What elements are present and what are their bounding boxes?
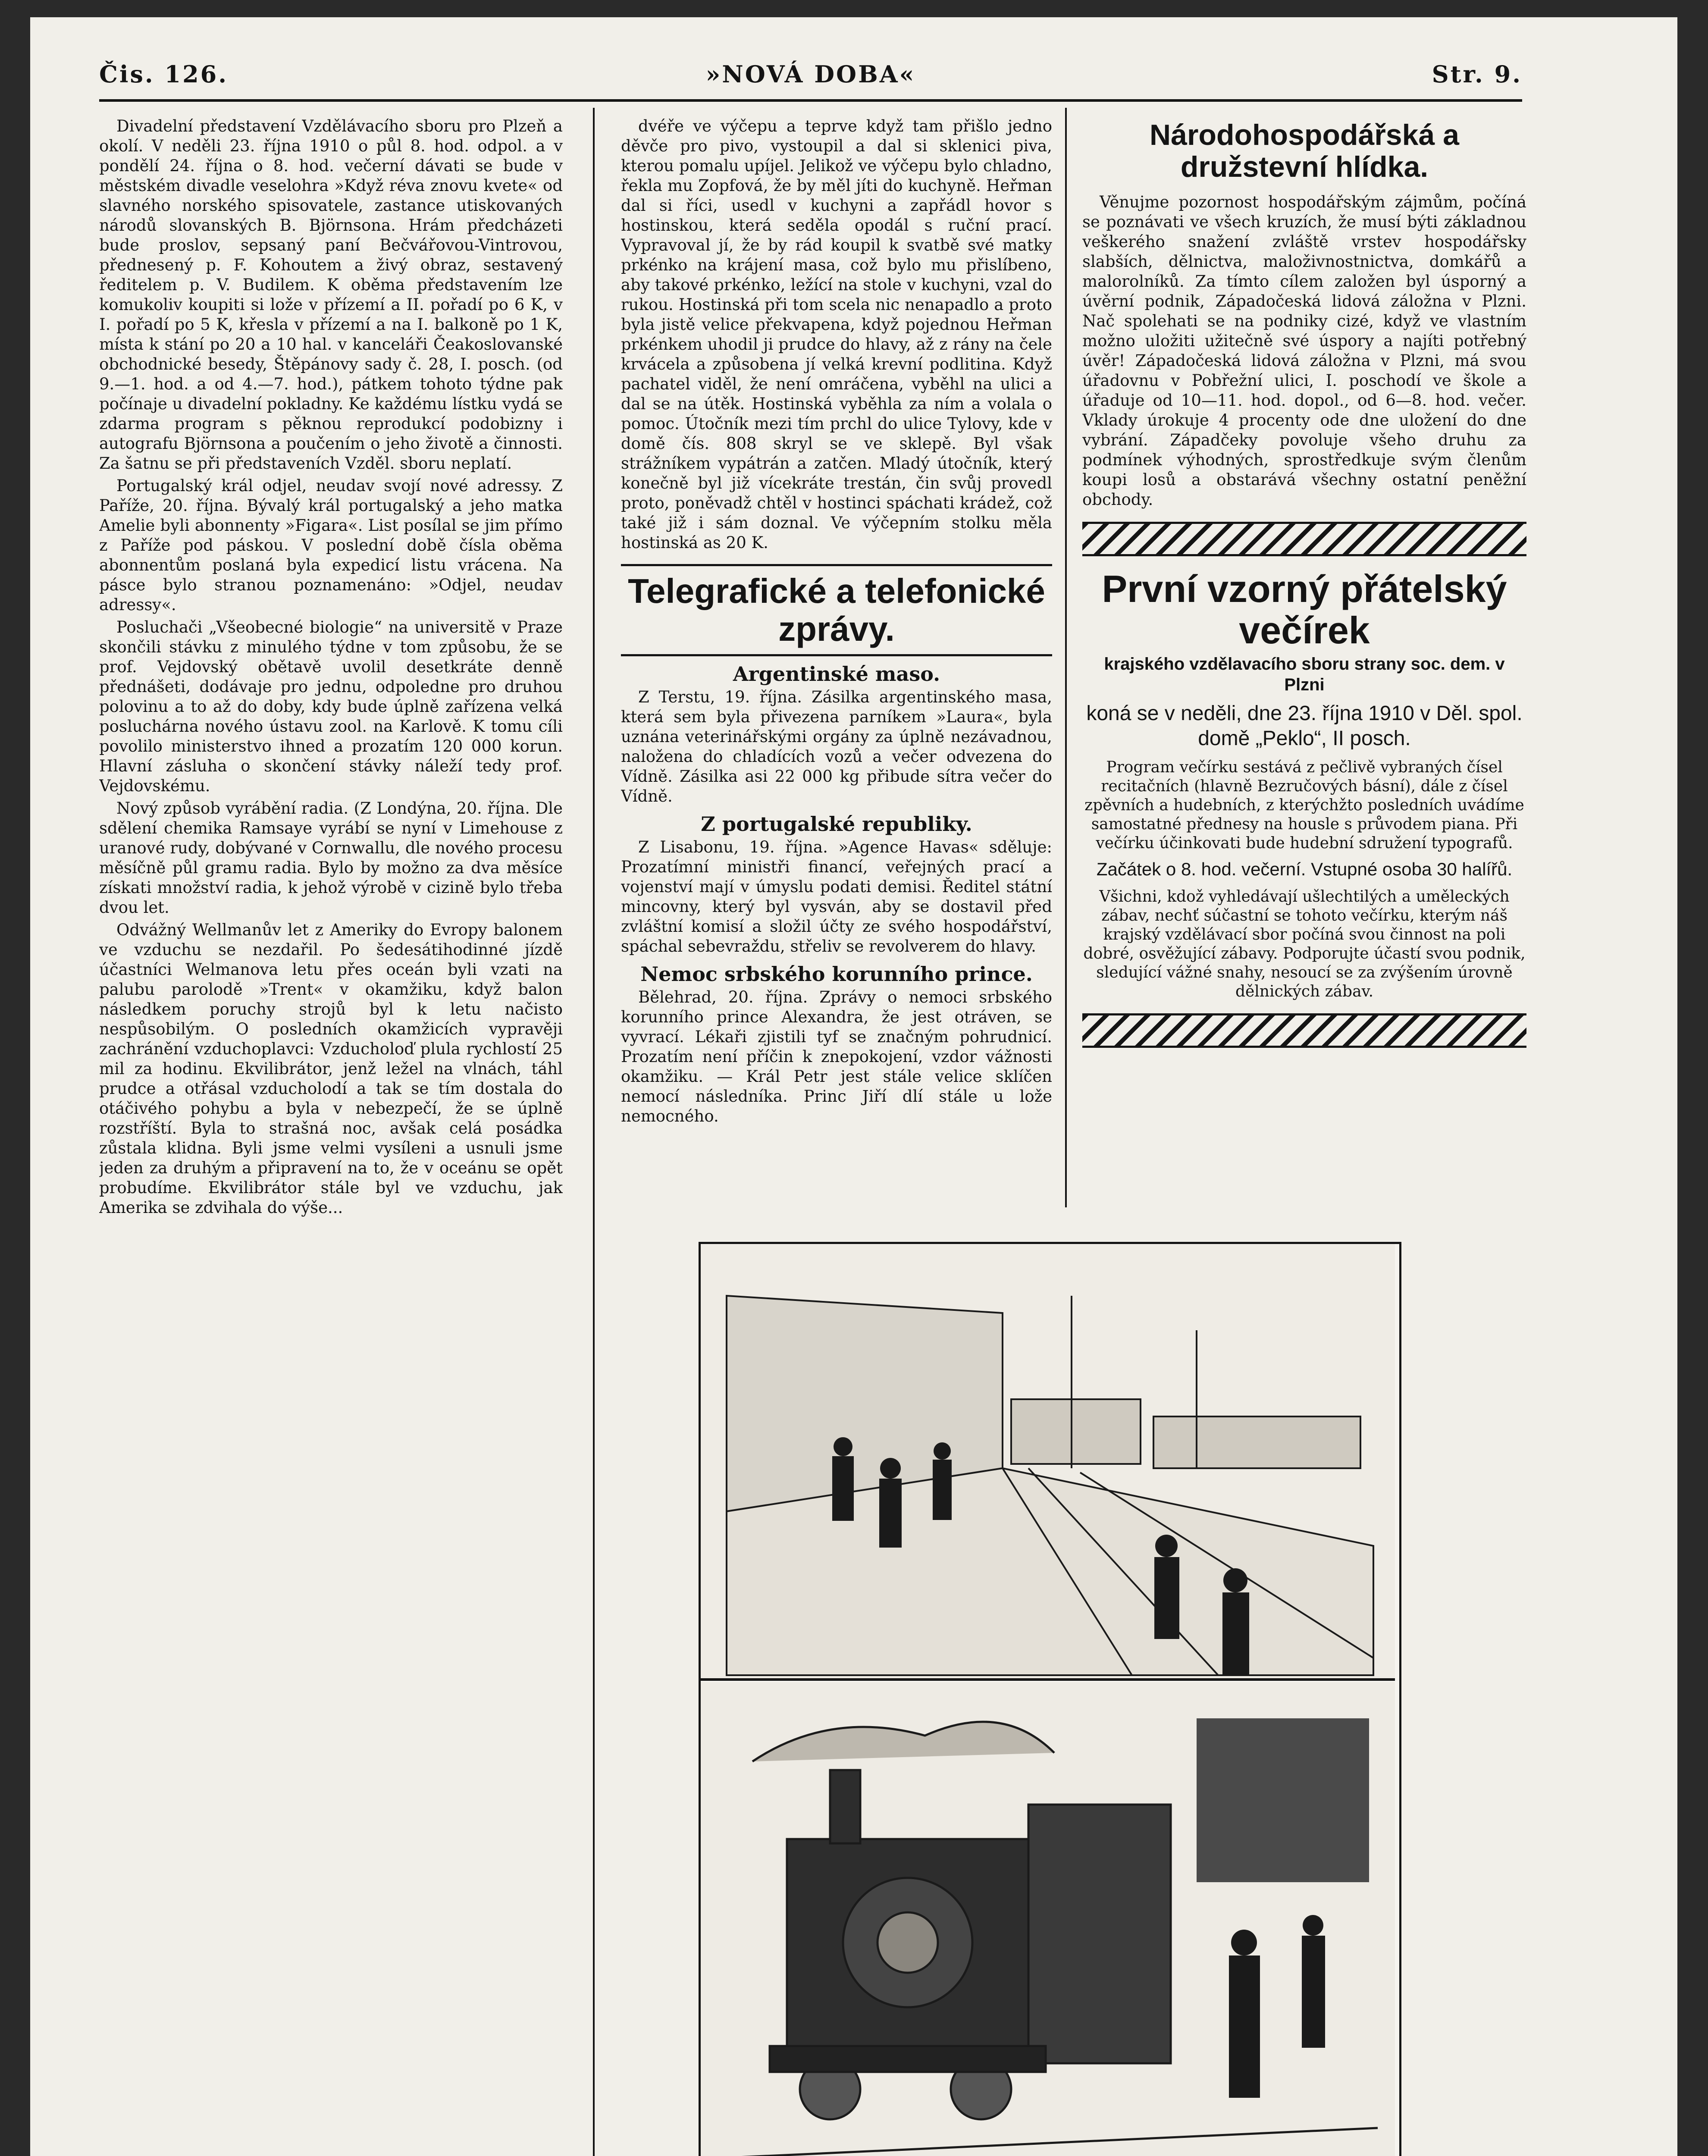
column-left <box>99 116 563 2156</box>
invite-title: První vzorný přátelský večírek <box>1102 567 1507 652</box>
invite-start: Začátek o 8. hod. večerní. Vstupné osoba 30 halířů. <box>1096 859 1513 879</box>
telegraph-heading: Telegrafické a telefonické zprávy. <box>621 564 1052 656</box>
invite-subtitle: krajského vzdělavacího sboru strany soc. dem. v Plzni <box>1104 655 1505 694</box>
masthead-title: »NOVÁ DOBA« <box>705 60 916 88</box>
issue-number: Čis. 126. <box>99 60 229 88</box>
invite-program: Program večírku sestává z pečlivě vybraných čísel recitačních (hlavně Bezručových básní), dále z čísel zpěvních a hudebních, z kterýchžto posledních uvádíme samostatné přednesy na housle s průvodem piana. Při večírku účinkovati bude hudební sdružení typografů. <box>1084 758 1524 852</box>
article-wellman-flight: Odvážný Wellmanův let z Ameriky do Evropy balonem ve vzduchu se nezdařil. Po šedesátihodinné jízdě účastníci Welmanova letu přes oceán byli vzati na palubu parolodě »Trent« v okamžiku, když balon následkem poruchy strojů byl k letu načisto nespůsobilým. O posledních okamžicích vypravěji zachránění vzduchoplavci: Vzducholoď plula rychlostí 25 mil za hodinu. Ekvilibrátor, jenž ležel na vlnách, táhl prudce a otřásal vzducholodí a tak se tím dostala do otáčivého pohybu a byla v nebezpečí, že se úplně rozstříští. Byla to strašná noc, avšak celá posádka zůstala klidna. Byli jsme velmi vysíleni a usnuli jsme jeden za druhým a připravení na to, že v oceánu se opět probudíme. Ekvilibrátor stále byl ve vzduchu, jak Amerika se zdvihala do výše... <box>99 921 563 1217</box>
news-text: Z Lisabonu, 19. října. »Agence Havas« sděluje: Prozatímní ministři financí, veřejných prací a vojenství mají v úmyslu podati demisi. Ředitel státní mincovny, který byl vysván, aby se dostavil před zvláštní komisí a složil účty ze svého hospodářství, spáchal sebevraždu, střeliv se revolverem do hlavy. <box>621 838 1052 956</box>
railway-engraving <box>701 1244 1395 2156</box>
news-text: Bělehrad, 20. října. Zprávy o nemoci srbského korunního prince Alexandra, že jest otráven, se vyvrací. Lékaři zjistili tyf se značným pohrudnicí. Prozatím není příčin k znepokojení, vzdor vážnosti okamžiku. — Král Petr jest stále velice sklíčen nemocí následníka. Princ Jiří dlí stále u lože nemocného. <box>621 988 1052 1125</box>
column-rule <box>593 108 595 2156</box>
invite-when: koná se v neděli, dne 23. října 1910 v Děl. spol. domě „Peklo“, II posch. <box>1086 702 1523 750</box>
article-continued: dvéře ve výčepu a teprve když tam přišlo jedno děvče pro pivo, vystoupil a dal si sklenici piva, kterou pomalu upíjel. Jelikož ve výčepu bylo chladno, řekla mu Zopfová, že by měl jíti do kuchyně. Heřman dal si říci, usedl v kuchyni a zapřádl hovor s hostinskou, která seděla opodál s ruční prací. Vypravoval jí, že by rád koupil k svatbě své matky prkénko na krájení masa, což bylo mu přislíbeno, aby takové prkénko, ležící na stole v kuchyni, vzal do rukou. Hostinská při tom scela nic nenapadlo a proto byla jistě velice překvapena, když pojednou Heřman prkénkem uhodil ji prudce do hlavy, až z rány na čele krvácela a způsobena jí velká krevní podlitina. Když pachatel viděl, že není omráčena, vyběhl na ulici a dal se na útěk. Hostinská vyběhla za ním a volala o pomoc. Útočník mezi tím prchl do ulice Tylovy, kde v domě čís. 808 skryl se ve sklepě. Byl však strážníkem vypátrán a zatčen. Mladý útočník, který konečně byl již vícekráte trestán, čin svůj provedl proto, poněvadž chtěl v hostinci spáchati krádež, což také již i sám doznal. Ve výčepním stolku měla hostinská as 20 K. <box>621 117 1052 552</box>
news-text: Z Terstu, 19. října. Zásilka argentinského masa, která sem byla přivezena parníkem »Laura«, byla uznána veterinářskými orgány za úplně nezávadnou, naložena do chladících vozů a večer odvezena do Vídně. Zásilka asi 22 000 kg přibude sítra večer do Vídně. <box>621 688 1052 805</box>
news-title: Nemoc srbského korunního prince. <box>640 962 1033 986</box>
column-middle <box>621 116 1052 1199</box>
column-right <box>1082 116 1526 1199</box>
strike-illustration <box>699 1242 1401 2156</box>
ornament-divider <box>1082 522 1526 556</box>
ornament-divider <box>1082 1013 1526 1048</box>
news-title: Argentinské maso. <box>733 662 940 686</box>
article-biology-strike: Posluchači „Všeobecné biologie“ na universitě v Praze skončili stávku z minulého týdne v tom způsobu, že se prof. Vejdovský obětavě uvolil desetkráte denně přednášeti, dodávaje pro jednu, odpoledne pro druhou polovinu a to až do doby, kdy bude úplně zařízena velká posluchárna nového ústavu zool. na Karlově. K tomu cíli povolilo ministerstvo ihned a prozatím 120 000 korun. Hlavní zásluha o skončení stávky náleží tedy prof. Vejdovskému. <box>99 618 563 795</box>
page-number: Str. 9. <box>1432 60 1522 88</box>
news-title: Z portugalské republiky. <box>701 812 972 836</box>
economy-heading: Národohospodářská a družstevní hlídka. <box>1150 119 1459 183</box>
invite-closing: Všichni, kdož vyhledávají ušlechtilých a uměleckých zábav, nechť súčastní se tohoto večírku, kterým náš krajský vzdělávací sbor počíná svou činnost na poli dobré, osvěžující zábavy. Podporujte účastí svou podnik, sledující vážné snahy, nesoucí se za zvýšením úrovně dělnických zábav. <box>1083 888 1526 1000</box>
article-theatre: Divadelní představení Vzdělávacího sboru pro Plzeň a okolí. V neděli 23. října 1910 o půl 8. hod. odpol. a v pondělí 24. října o 8. hod. večerní dávati se bude v městském divadle veselohra »Když réva znovu kvete« od slavného norského spisovatele, zastance utiskovaných národů slovanských B. Björnsona. Hrám předcházeti bude proslov, sepsaný paní Bečvářovou-Vintrovou, přednesený p. F. Kohoutem a živý obraz, sestavený ředitelem p. V. Budilem. K oběma představením lze komukoliv koupiti si lože v přízemí a II. pořadí po 6 K, v I. pořadí po 5 K, křesla v přízemí a na I. balkoně po 1 K, místa k stání po 20 a 10 hal. v kanceláři Čeakoslovanské obchodnické besedy, Štěpánovy sady č. 28, I. posch. (od 9.—1. hod. a od 4.—7. hod.), pátkem tohoto týdne pak počínaje u divadelní pokladny. Ke každému lístku vydá se zdarma program s pěknou reprodukcí podobizny i autografu Björnsona a poučením o jeho životě a činnosti. Za šatnu se při představeních Vzděl. sboru neplatí. <box>99 117 563 473</box>
article-portugal-king: Portugalský král odjel, neudav svojí nové adressy. Z Paříže, 20. října. Bývalý král portugalský a jeho matka Amelie byli abonnenty »Figara«. List posílal se jim přímo z Paříže pod páskou. V poslední době čísla oběma abonnentům poslaná byla expedicí listu vrácena. Na pásce bylo stranou poznamenáno: »Odjel, neudav adressy«. <box>99 476 563 614</box>
page-header <box>99 52 1522 102</box>
article-radium: Nový způsob vyrábění radia. (Z Londýna, 20. října. Dle sdělení chemika Ramsaye vyrábí se nyní v Limehouse z uranové rudy, dobývané v Cornwallu, dle nového procesu měsíčně půl gramu radia. Bylo by možno za dva měsíce získati množství radia, k jehož výrobě v cizině bylo třeba dvou let. <box>99 799 563 917</box>
column-rule <box>1065 108 1067 1207</box>
economy-text: Věnujme pozornost hospodářským zájmům, počíná se poznávati ve všech kruzích, že musí býti základnou veškerého snažení zvláště vrstev hospodářsky slabších, dělnictva, maloživnostnictva, domkářů a malorolníků. Za tímto cílem založen byl úsporný a úvěrní podnik, Západočeská lidová záložna v Plzni. Nač spolehati se na podniky cizé, když ve vlastním možno uložiti užitečně své úspory a najíti potřebný úvěr! Západočeská lidová záložna v Plzni, má svou úřadovnu v Pobřežní ulici, I. poschodí ve škole a úřaduje od 10—11. hod. dopol., od 6—8. hod. večer. Vklady úrokuje 4 procenty ode dne uložení do dne vybrání. Západčeky povoluje všeho druhu za podmínek výhodných, sprostředkuje svým členům koupi losů a obstarává všechny ostatní peněžní obchody. <box>1082 193 1526 509</box>
